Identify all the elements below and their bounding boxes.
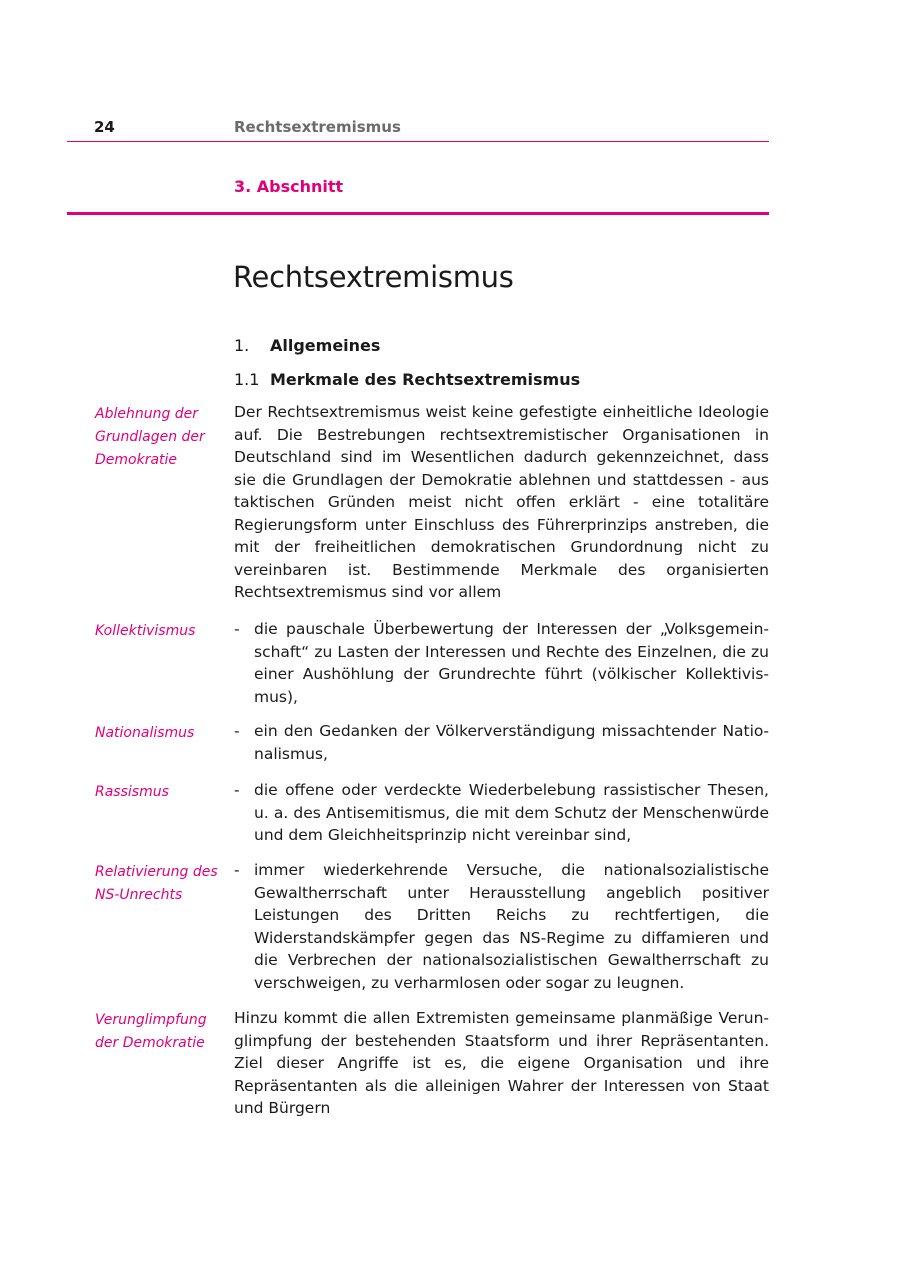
- margin-note-kollektivismus: Kollektivismus: [95, 623, 196, 639]
- chapter-title: Rechtsextremismus: [233, 260, 514, 294]
- margin-note-rassismus: Rassismus: [95, 784, 169, 800]
- list-dash: -: [234, 861, 240, 879]
- list-item-relativierung: immer wiederkehrende Versuche, die nationalsozialistische Gewaltherrschaft unter Herausstellung angeblich positiver Leistungen des Dritten Reichs zu rechtfertigen, die Widerstandskämpfer gegen das NS-Regime zu diffamieren und die Verbrechen der nationalsozialistischen Gewaltherrschaft zu verschweigen, zu verharmlosen oder sogar zu leugnen.: [254, 861, 769, 992]
- page-number: 24: [94, 118, 115, 136]
- section-label: 3. Abschnitt: [234, 177, 344, 196]
- list-dash: -: [234, 781, 240, 799]
- margin-note-verunglimpfung: Verunglimpfung der Demokratie: [95, 1012, 207, 1051]
- list-item-kollektivismus: die pauschale Überbewertung der Interessen der „Volksgemeinschaft“ zu Lasten der Interessen und Rechte des Einzelnen, die zu einer Aushöhlung der Grundrechte führt (völkischer Kollektivismus),: [254, 620, 769, 706]
- heading-number: 1.: [234, 336, 250, 355]
- list-dash: -: [234, 722, 240, 740]
- heading-text: Allgemeines: [270, 336, 381, 355]
- running-head: Rechtsextremismus: [234, 118, 401, 136]
- section-rule: [67, 212, 769, 215]
- intro-paragraph: Der Rechtsextremismus weist keine gefestigte einheitliche Ideologie auf. Die Bestrebungen rechtsextremistischer Organisationen in Deutschland sind im Wesentlichen dadurch gekennzeichnet, dass sie die Grundlagen der Demokratie ablehnen und stattdessen - aus taktischen Gründen meist nicht offen erklärt - eine totalitäre Regierungsform unter Einschluss des Führerprinzips anstreben, die mit der freiheitlichen demokratischen Grundordnung nicht zu vereinbaren ist. Bestimmende Merkmale des organisierten Rechtsextremismus sind vor allem: [234, 403, 769, 601]
- header-rule: [67, 141, 769, 142]
- heading-allgemeines: [234, 336, 380, 355]
- list-item-nationalismus: ein den Gedanken der Völkerverständigung missachtender Nationalismus,: [254, 722, 769, 763]
- margin-note-relativierung: Relativierung des NS-Unrechts: [95, 864, 218, 903]
- heading-text: Merkmale des Rechtsextremismus: [270, 370, 581, 389]
- closing-paragraph: Hinzu kommt die allen Extremisten gemeinsame planmäßige Verunglimpfung der bestehenden Staatsform und ihrer Repräsentanten. Ziel dieser Angriffe ist es, die eigene Organisation und ihre Repräsentanten als die alleinigen Wahrer der Interessen von Staat und Bürgern: [234, 1009, 769, 1117]
- list-dash: -: [234, 620, 240, 638]
- heading-number: 1.1: [234, 370, 260, 389]
- list-item-rassismus: die offene oder verdeckte Wiederbelebung rassistischer Thesen, u. a. des Antisemitismus, die mit dem Schutz der Menschenwürde und dem Gleichheitsprinzip nicht vereinbar sind,: [254, 781, 769, 844]
- heading-merkmale: [234, 370, 580, 389]
- margin-note-ablehnung: Ablehnung der Grundlagen der Demokratie: [95, 406, 205, 468]
- margin-note-nationalismus: Nationalismus: [95, 725, 195, 741]
